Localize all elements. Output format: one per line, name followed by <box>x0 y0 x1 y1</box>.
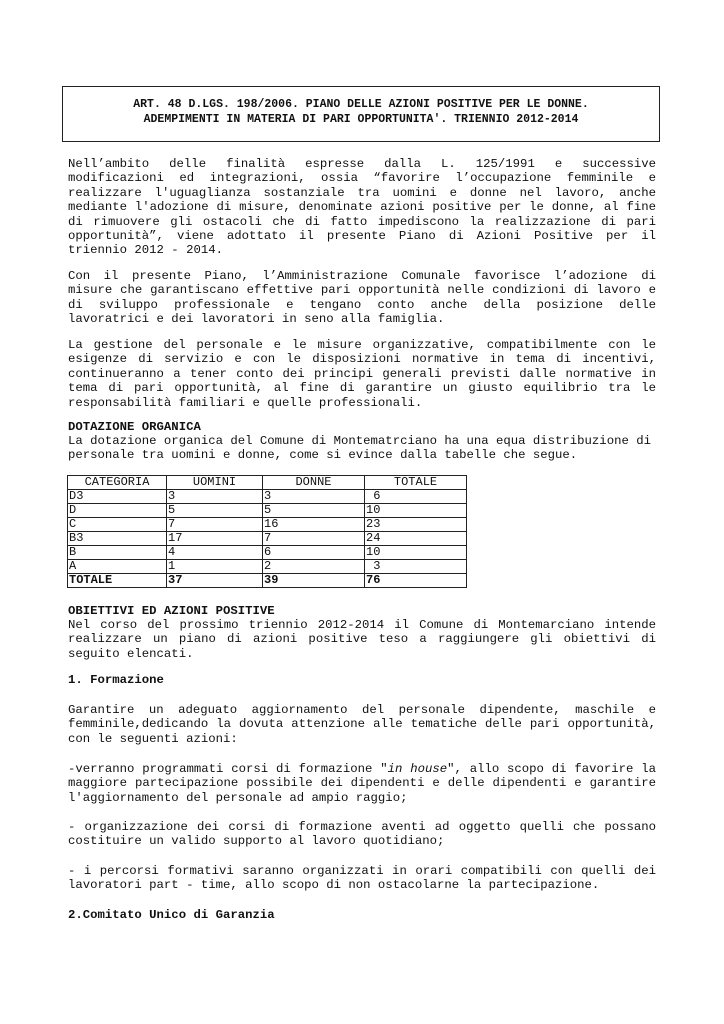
title-line-2: ADEMPIMENTI IN MATERIA DI PARI OPPORTUNITA'. TRIENNIO 2012-2014 <box>143 113 579 126</box>
dotazione-table <box>67 475 467 588</box>
table-cell: 2 <box>263 560 365 574</box>
table-cell: D <box>68 504 167 518</box>
table-cell: 3 <box>365 560 467 574</box>
heading-dotazione: DOTAZIONE ORGANICA <box>68 420 201 434</box>
heading-formazione: 1. Formazione <box>68 673 164 687</box>
table-cell: 17 <box>167 532 263 546</box>
table-cell: 3 <box>167 490 263 504</box>
table-cell: 24 <box>365 532 467 546</box>
paragraph-intro: Nell’ambito delle finalità espresse dalla L. 125/1991 e successive modificazioni ed integrazioni, ossia “favorire l’occupazione femminile e realizzare l'uguaglianza sostanziale tra uomini e donne nel lavoro, anche mediante l'adozione di misure, denominate azioni positive per le donne, al fine di rimuovere gli ostacoli che di fatto impediscono la realizzazione di pari opportunità”, viene adottato il presente Piano di Azioni Positive per il triennio 2012 - 2014. <box>68 157 656 258</box>
table-cell: TOTALE <box>68 574 167 588</box>
table-cell: 6 <box>263 546 365 560</box>
table-row <box>68 560 467 574</box>
table-cell: 5 <box>263 504 365 518</box>
table-header-cell: UOMINI <box>167 476 263 490</box>
table-header-cell: DONNE <box>263 476 365 490</box>
list-item-formazione-3: - i percorsi formativi saranno organizzati in orari compatibili con quelli dei lavoratori part - time, allo scopo di non ostacolarne la partecipazione. <box>68 864 656 893</box>
table-cell: 23 <box>365 518 467 532</box>
table-cell: 76 <box>365 574 467 588</box>
list-item-formazione-2: - organizzazione dei corsi di formazione aventi ad oggetto quelli che possano costituire un valido supporto al lavoro quotidiano; <box>68 820 656 849</box>
table-header-cell: TOTALE <box>365 476 467 490</box>
table-row <box>68 504 467 518</box>
table-cell: 39 <box>263 574 365 588</box>
title-box <box>62 86 660 142</box>
title-line-1: ART. 48 D.LGS. 198/2006. PIANO DELLE AZIONI POSITIVE PER LE DONNE. <box>133 98 589 111</box>
table-cell: B3 <box>68 532 167 546</box>
paragraph-formazione: Garantire un adeguato aggiornamento del personale dipendente, maschile e femminile,dedicando la dovuta attenzione alle tematiche delle pari opportunità, con le seguenti azioni: <box>68 703 656 746</box>
table-cell: 5 <box>167 504 263 518</box>
paragraph-dotazione: La dotazione organica del Comune di Montematrciano ha una equa distribuzione di personale tra uomini e donne, come si evince dalla tabelle che segue. <box>68 434 651 463</box>
table-row <box>68 490 467 504</box>
table-cell: D3 <box>68 490 167 504</box>
list-item-text: ", allo scopo di favorire la maggiore partecipazione possibile dei dipendenti e delle dipendenti e garantire l'aggiornamento del personale ad ampio raggio; <box>68 762 656 805</box>
heading-comitato: 2.Comitato Unico di Garanzia <box>68 908 275 922</box>
heading-obiettivi: OBIETTIVI ED AZIONI POSITIVE <box>68 604 275 618</box>
list-item-text: -verranno programmati corsi di formazione " <box>68 762 388 776</box>
table-cell: 3 <box>263 490 365 504</box>
table-cell: 6 <box>365 490 467 504</box>
list-item-italic: in house <box>387 762 448 776</box>
table-cell: A <box>68 560 167 574</box>
list-item-formazione-1 <box>68 762 656 805</box>
table-cell: B <box>68 546 167 560</box>
table-header-cell: CATEGORIA <box>68 476 167 490</box>
table-total-row <box>68 574 467 588</box>
table-row <box>68 546 467 560</box>
paragraph-piano: Con il presente Piano, l’Amministrazione Comunale favorisce l’adozione di misure che garantiscano effettive pari opportunità nelle condizioni di lavoro e di sviluppo professionale e tengano conto anche della posizione delle lavoratrici e dei lavoratori in seno alla famiglia. <box>68 269 656 327</box>
table-cell: 37 <box>167 574 263 588</box>
table-cell: 1 <box>167 560 263 574</box>
table-cell: 10 <box>365 546 467 560</box>
table-cell: 10 <box>365 504 467 518</box>
table-cell: C <box>68 518 167 532</box>
table-cell: 7 <box>263 532 365 546</box>
table-row <box>68 532 467 546</box>
table-header-row <box>68 476 467 490</box>
table-cell: 4 <box>167 546 263 560</box>
table-cell: 16 <box>263 518 365 532</box>
paragraph-gestione: La gestione del personale e le misure organizzative, compatibilmente con le esigenze di servizio e con le disposizioni normative in tema di incentivi, continueranno a tener conto dei principi generali previsti dalle normative in tema di pari opportunità, al fine di garantire un giusto equilibrio tra le responsabilità familiari e quelle professionali. <box>68 338 656 410</box>
table-row <box>68 518 467 532</box>
table-cell: 7 <box>167 518 263 532</box>
paragraph-obiettivi: Nel corso del prossimo triennio 2012-2014 il Comune di Montemarciano intende realizzare un piano di azioni positive teso a raggiungere gli obiettivi di seguito elencati. <box>68 618 656 661</box>
